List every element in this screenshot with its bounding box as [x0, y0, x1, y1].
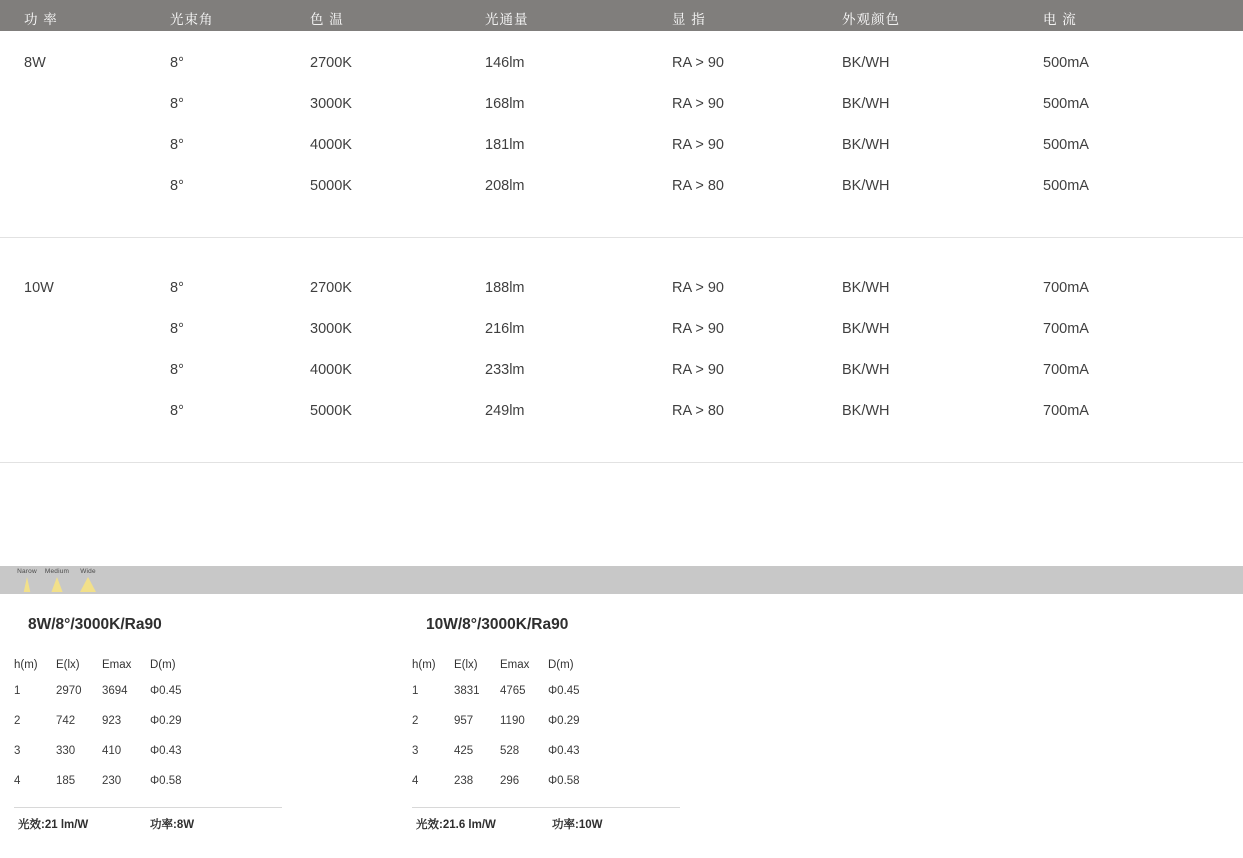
- cell-lux: 425: [454, 745, 474, 757]
- cell-cri: RA > 90: [672, 137, 724, 153]
- beam-option-wide[interactable]: [74, 568, 102, 592]
- cell-current: 700mA: [1043, 280, 1089, 296]
- photometry-col-diameter: D(m): [150, 659, 176, 671]
- cell-cri: RA > 90: [672, 96, 724, 112]
- spacer: [0, 432, 1243, 462]
- spacer: [0, 238, 1243, 268]
- cell-current: 700mA: [1043, 403, 1089, 419]
- spec-table-header-row: [0, 0, 1243, 31]
- cell-beam-angle: 8°: [170, 403, 184, 419]
- cell-emax: 528: [500, 745, 520, 757]
- photometry-row: [412, 775, 628, 805]
- photometry-block-8w: [0, 616, 400, 829]
- cell-body-color: BK/WH: [842, 178, 890, 194]
- column-header-cct: 色 温: [310, 12, 344, 27]
- photometry-col-lux: E(lx): [56, 659, 80, 671]
- cell-beam-angle: 8°: [170, 137, 184, 153]
- cell-lux: 185: [56, 775, 76, 787]
- cell-lumen: 233lm: [485, 362, 525, 378]
- beam-option-narrow-label: Narow: [17, 568, 37, 575]
- table-row: [0, 84, 1243, 125]
- cell-diameter: Φ0.29: [150, 715, 182, 727]
- cell-cct: 2700K: [310, 55, 352, 71]
- cell-lumen: 188lm: [485, 280, 525, 296]
- cell-emax: 296: [500, 775, 520, 787]
- cell-height: 4: [412, 775, 419, 787]
- cell-power: 8W: [24, 55, 46, 71]
- cell-lux: 742: [56, 715, 76, 727]
- cell-lumen: 181lm: [485, 137, 525, 153]
- efficacy-value: 光效:21.6 lm/W: [416, 819, 496, 831]
- cell-height: 1: [14, 685, 21, 697]
- cell-emax: 923: [102, 715, 122, 727]
- photometry-row: [14, 745, 230, 775]
- cell-current: 500mA: [1043, 137, 1089, 153]
- photometry-col-diameter: D(m): [548, 659, 574, 671]
- photometry-table: [14, 659, 230, 805]
- cell-diameter: Φ0.45: [150, 685, 182, 697]
- cell-height: 3: [14, 745, 21, 757]
- cell-beam-angle: 8°: [170, 178, 184, 194]
- cell-current: 500mA: [1043, 178, 1089, 194]
- photometry-title: 8W/8°/3000K/Ra90: [28, 616, 162, 633]
- cell-cri: RA > 80: [672, 403, 724, 419]
- cell-lux: 2970: [56, 685, 82, 697]
- cell-lumen: 146lm: [485, 55, 525, 71]
- photometry-col-height: h(m): [412, 659, 436, 671]
- cell-cri: RA > 90: [672, 321, 724, 337]
- beam-option-medium[interactable]: [43, 568, 71, 592]
- cell-body-color: BK/WH: [842, 280, 890, 296]
- spacer: [0, 207, 1243, 237]
- power-value: 功率:8W: [150, 819, 195, 831]
- cell-lumen: 249lm: [485, 403, 525, 419]
- cell-beam-angle: 8°: [170, 96, 184, 112]
- cell-body-color: BK/WH: [842, 137, 890, 153]
- beam-angle-bar: [0, 566, 1243, 594]
- photometry-col-lux: E(lx): [454, 659, 478, 671]
- beam-option-medium-label: Medium: [44, 568, 70, 575]
- column-header-power: 功 率: [24, 12, 58, 27]
- cell-cct: 5000K: [310, 403, 352, 419]
- cell-beam-angle: 8°: [170, 321, 184, 337]
- column-header-cri: 显 指: [672, 12, 706, 27]
- cell-diameter: Φ0.43: [150, 745, 182, 757]
- cell-lux: 330: [56, 745, 76, 757]
- cell-diameter: Φ0.45: [548, 685, 580, 697]
- photometry-header-row: [412, 659, 628, 685]
- photometry-header-row: [14, 659, 230, 685]
- cell-diameter: Φ0.58: [548, 775, 580, 787]
- cell-height: 4: [14, 775, 21, 787]
- cell-emax: 230: [102, 775, 122, 787]
- cell-height: 1: [412, 685, 419, 697]
- efficacy-value: 光效:21 lm/W: [18, 819, 89, 831]
- cell-lumen: 216lm: [485, 321, 525, 337]
- table-row: [0, 350, 1243, 391]
- photometry-col-emax: Emax: [500, 659, 530, 671]
- cell-lumen: 168lm: [485, 96, 525, 112]
- cell-cct: 3000K: [310, 321, 352, 337]
- cell-cct: 2700K: [310, 280, 352, 296]
- cell-body-color: BK/WH: [842, 403, 890, 419]
- photometry-col-emax: Emax: [102, 659, 132, 671]
- table-row: [0, 43, 1243, 84]
- beam-cone-medium-icon: [51, 577, 62, 592]
- photometry-row: [14, 775, 230, 805]
- cell-height: 2: [14, 715, 21, 727]
- cell-lux: 957: [454, 715, 474, 727]
- cell-body-color: BK/WH: [842, 55, 890, 71]
- cell-body-color: BK/WH: [842, 96, 890, 112]
- cell-emax: 4765: [500, 685, 526, 697]
- cell-cct: 4000K: [310, 362, 352, 378]
- cell-beam-angle: 8°: [170, 280, 184, 296]
- cell-cct: 5000K: [310, 178, 352, 194]
- cell-emax: 1190: [500, 715, 525, 727]
- table-row: [0, 125, 1243, 166]
- table-row: [0, 391, 1243, 432]
- photometry-row: [14, 715, 230, 745]
- cell-cct: 4000K: [310, 137, 352, 153]
- cell-emax: 3694: [102, 685, 128, 697]
- cell-cri: RA > 80: [672, 178, 724, 194]
- cell-cct: 3000K: [310, 96, 352, 112]
- column-header-beam-angle: 光束角: [170, 12, 214, 27]
- cell-lux: 3831: [454, 685, 480, 697]
- table-row: [0, 268, 1243, 309]
- cell-cri: RA > 90: [672, 362, 724, 378]
- spacer: [0, 31, 1243, 43]
- beam-option-wide-label: Wide: [80, 568, 96, 575]
- cell-beam-angle: 8°: [170, 362, 184, 378]
- cell-diameter: Φ0.29: [548, 715, 580, 727]
- photometry-row: [14, 685, 230, 715]
- cell-emax: 410: [102, 745, 122, 757]
- table-row: [0, 309, 1243, 350]
- column-header-lumen: 光通量: [485, 12, 529, 27]
- cell-current: 500mA: [1043, 55, 1089, 71]
- photometry-row: [412, 715, 628, 745]
- cell-cri: RA > 90: [672, 55, 724, 71]
- photometry-title: 10W/8°/3000K/Ra90: [426, 616, 569, 633]
- beam-cone-wide-icon: [80, 577, 96, 592]
- photometry-row: [412, 685, 628, 715]
- beam-cone-narrow-icon: [24, 577, 31, 592]
- cell-height: 3: [412, 745, 419, 757]
- column-header-body-color: 外观颜色: [842, 12, 900, 27]
- cell-lux: 238: [454, 775, 474, 787]
- cell-body-color: BK/WH: [842, 362, 890, 378]
- cell-diameter: Φ0.58: [150, 775, 182, 787]
- photometry-footer: [412, 807, 680, 829]
- photometry-table: [412, 659, 628, 805]
- cell-current: 700mA: [1043, 362, 1089, 378]
- photometry-row: [412, 745, 628, 775]
- photometry-footer: [14, 807, 282, 829]
- cell-diameter: Φ0.43: [548, 745, 580, 757]
- beam-option-narrow[interactable]: [14, 568, 40, 592]
- divider: [0, 462, 1243, 463]
- power-value: 功率:10W: [552, 819, 603, 831]
- cell-cri: RA > 90: [672, 280, 724, 296]
- cell-current: 500mA: [1043, 96, 1089, 112]
- photometry-col-height: h(m): [14, 659, 38, 671]
- cell-height: 2: [412, 715, 419, 727]
- cell-body-color: BK/WH: [842, 321, 890, 337]
- cell-beam-angle: 8°: [170, 55, 184, 71]
- cell-lumen: 208lm: [485, 178, 525, 194]
- table-row: [0, 166, 1243, 207]
- cell-power: 10W: [24, 280, 54, 296]
- column-header-current: 电 流: [1043, 12, 1077, 27]
- cell-current: 700mA: [1043, 321, 1089, 337]
- photometry-block-10w: [398, 616, 798, 829]
